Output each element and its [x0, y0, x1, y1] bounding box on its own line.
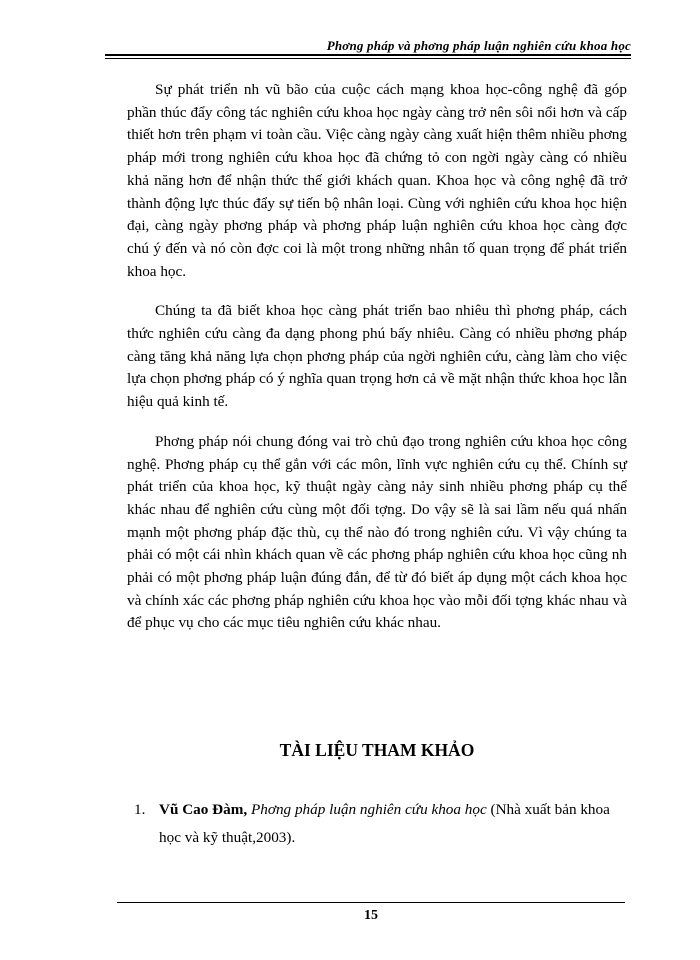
reference-number: 1.	[134, 801, 146, 818]
reference-list	[127, 796, 627, 852]
references-heading: TÀI LIỆU THAM KHẢO	[279, 740, 475, 760]
header-rule-thick	[105, 54, 631, 56]
paragraph: Phơng pháp nói chung đóng vai trò chủ đạo trong nghiên cứu khoa học công nghệ. Phơng pháp cụ thể gắn với các môn, lĩnh vực nghiên cứu cụ thể. Chính sự phát triển của khoa học, kỹ thuật ngày càng nảy sinh nhiều phơng pháp cụ thể khác nhau để nghiên cứu cùng một đối tợng. Do vậy sẽ là sai lầm nếu quá nhấn mạnh một phơng pháp đặc thù, cụ thể nào đó trong nghiên cứu. Vì vậy chúng ta phải có một cái nhìn khách quan về các phơng pháp nghiên cứu khoa học cũng nh phải có một phơng pháp luận đúng đắn, để từ đó biết áp dụng một cách khoa học và chính xác các phơng pháp nghiên cứu khoa học vào mỗi đối tợng khác nhau và để phục vụ cho các mục tiêu nghiên cứu khác nhau.	[127, 432, 627, 632]
paragraph: Sự phát triển nh vũ bão của cuộc cách mạng khoa học-công nghệ đã góp phần thúc đẩy công tác nghiên cứu khoa học ngày càng trở nên sôi nổi hơn và cấp thiết hơn trên phạm vi toàn cầu. Việc càng ngày càng xuất hiện thêm nhiều phơng pháp mới trong nghiên cứu khoa học đã chứng tỏ con ngời ngày càng có nhiều khả năng hơn để nhận thức thế giới khách quan. Khoa học và công nghệ đã trở thành động lực thúc đẩy sự tiến bộ nhân loại. Cùng với nghiên cứu khoa học hiện đại, càng ngày phơng pháp và phơng pháp luận nghiên cứu khoa học càng đợc chú ý đến và nó còn đợc coi là một trong những nhân tố quan trọng để phát triển khoa học.	[127, 81, 627, 280]
reference-details: (Nhà xuất bản khoa học và kỹ thuật,2003).	[159, 801, 610, 846]
reference-author: Vũ Cao Đàm,	[159, 801, 251, 818]
page-number: 15	[364, 908, 378, 923]
reference-item	[127, 796, 627, 852]
body-text	[127, 79, 627, 652]
footer-rule	[117, 902, 625, 903]
paragraph: Chúng ta đã biết khoa học càng phát triển bao nhiêu thì phơng pháp, cách thức nghiên cứu càng đa dạng phong phú bấy nhiêu. Càng có nhiều phơng pháp càng tăng khả năng lựa chọn phơng pháp của ngời nghiên cứu, càng làm cho việc lựa chọn phơng pháp có ý nghĩa quan trọng hơn cả về mặt nhận thức khoa học lẫn hiệu quả kinh tế.	[127, 302, 627, 411]
running-header: Phơng pháp và phơng pháp luận nghiên cứu khoa học	[326, 38, 631, 53]
reference-title: Phơng pháp luận nghiên cứu khoa học	[250, 801, 491, 818]
header-rule-thin	[105, 58, 631, 59]
